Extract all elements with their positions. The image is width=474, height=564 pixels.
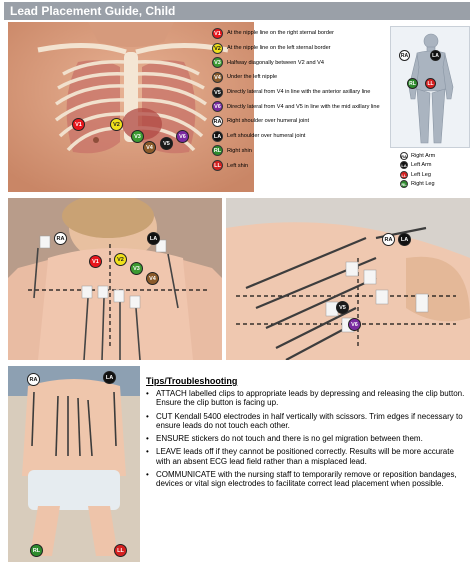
lead-ra-icon: RA [212, 116, 223, 127]
limb-ra-icon: RA [401, 153, 407, 159]
figure-badge-ra: RA [399, 50, 410, 61]
chest-badge-v5: V5 [160, 137, 173, 150]
photo2-badge-ra: RA [382, 233, 395, 246]
limb-ll-icon: LL [401, 172, 407, 178]
tip-item [146, 389, 468, 408]
page-title: Lead Placement Guide, Child [4, 2, 470, 20]
photo1-badge-v3: V3 [130, 262, 143, 275]
legend-row-v4 [212, 70, 388, 85]
bullet-icon: • [146, 447, 149, 457]
photo3-badge-rl: RL [30, 544, 43, 557]
limb-legend-row-la [400, 161, 470, 171]
tip-text: CUT Kendall 5400 electrodes in half vertically with scissors. Trim edges if necessary to ensure leads do not touch each other. [156, 411, 463, 430]
photo3-badge-ll: LL [114, 544, 127, 557]
legend-row-v5 [212, 85, 388, 100]
legend-row-v1 [212, 26, 388, 41]
limb-legend [400, 151, 470, 189]
photo3-badge-ra: RA [27, 373, 40, 386]
tips-list [146, 389, 468, 489]
legend-text: Left shoulder over humeral joint [227, 133, 306, 140]
figure-badge-la: LA [430, 50, 441, 61]
limb-legend-row-ll [400, 170, 470, 180]
legend-row-v2 [212, 41, 388, 56]
child-chest-photo [8, 198, 222, 360]
chest-badge-v6: V6 [176, 130, 189, 143]
bullet-icon: • [146, 389, 149, 398]
limb-rl-icon: RL [401, 182, 407, 188]
limb-legend-text: Left Leg [411, 171, 431, 178]
legend-row-v3 [212, 55, 388, 70]
legend-text: At the nipple line on the left sternal border [227, 45, 331, 52]
lead-v6-icon: V6 [212, 101, 223, 112]
lead-v2-icon: V2 [212, 43, 223, 54]
photo1-badge-la: LA [147, 232, 160, 245]
photo1-badge-v1: V1 [89, 255, 102, 268]
lead-v5-icon: V5 [212, 87, 223, 98]
chest-badge-v1: V1 [72, 118, 85, 131]
tip-item [146, 447, 468, 466]
chest-badge-v4: V4 [143, 141, 156, 154]
legend-row-rl [212, 144, 388, 159]
legend-text: Directly lateral from V4 in line with the anterior axillary line [227, 89, 371, 96]
photo2-badge-v5: V5 [336, 301, 349, 314]
legend-row-ll [212, 158, 388, 173]
limb-legend-text: Right Leg [411, 181, 435, 188]
legend-text: Right shoulder over humeral joint [227, 118, 310, 125]
tip-text: ATTACH labelled clips to appropriate leads by depressing and releasing the clip button. Ensure the clip button is facing up. [156, 389, 465, 408]
figure-badge-rl: RL [407, 78, 418, 89]
child-side-photo [226, 198, 470, 360]
child-fullbody-photo [8, 366, 140, 562]
photo-child-chest [8, 198, 222, 360]
tip-text: ENSURE stickers do not touch and there is no gel migration between them. [156, 434, 423, 444]
photo1-badge-v2: V2 [114, 253, 127, 266]
lead-la-icon: LA [212, 131, 223, 142]
photo1-badge-ra: RA [54, 232, 67, 245]
lead-ll-icon: LL [212, 160, 223, 171]
tip-text: LEAVE leads off if they cannot be positioned correctly. Results will be more accurate with an absent ECG lead field rather than a misplaced lead. [156, 447, 454, 466]
legend-row-ra [212, 114, 388, 129]
lead-rl-icon: RL [212, 145, 223, 156]
limb-la-icon: LA [401, 163, 407, 169]
tips-section [146, 376, 468, 493]
bullet-icon: • [146, 434, 149, 444]
legend-row-v6 [212, 99, 388, 114]
photo2-badge-v6: V6 [348, 318, 361, 331]
chest-badge-v3: V3 [131, 130, 144, 143]
legend-text: Right shin [227, 147, 252, 154]
tip-item [146, 434, 468, 443]
limb-legend-text: Left Arm [411, 162, 432, 169]
bullet-icon: • [146, 411, 149, 421]
legend-text: Directly lateral from V4 and V5 in line with the mid axillary line [227, 103, 380, 110]
legend-text: At the nipple line on the right sternal border [227, 30, 334, 37]
lead-v1-icon: V1 [212, 28, 223, 39]
tip-text: COMMUNICATE with the nursing staff to temporarily remove or reposition bandages, devices or vital sign electrodes to facilitate correct lead placement when possible. [156, 470, 457, 489]
tips-title: Tips/Troubleshooting [146, 376, 238, 386]
photo-child-side [226, 198, 470, 360]
bullet-icon: • [146, 470, 149, 480]
lead-v4-icon: V4 [212, 72, 223, 83]
figure-badge-ll: LL [425, 78, 436, 89]
legend-text: Left shin [227, 162, 249, 169]
photo3-badge-la: LA [103, 371, 116, 384]
tip-item [146, 470, 468, 489]
limb-legend-text: Right Arm [411, 152, 436, 159]
photo-child-fullbody [8, 366, 140, 562]
legend-text: Halfway diagonally between V2 and V4 [227, 59, 325, 66]
limb-legend-row-rl [400, 180, 470, 190]
legend-row-la [212, 129, 388, 144]
photo1-badge-v4: V4 [146, 272, 159, 285]
chest-badge-v2: V2 [110, 118, 123, 131]
lead-legend [212, 26, 388, 173]
limb-legend-row-ra [400, 151, 470, 161]
photo2-badge-la: LA [398, 233, 411, 246]
lead-v3-icon: V3 [212, 57, 223, 68]
tip-item [146, 412, 468, 431]
legend-text: Under the left nipple [227, 74, 278, 81]
